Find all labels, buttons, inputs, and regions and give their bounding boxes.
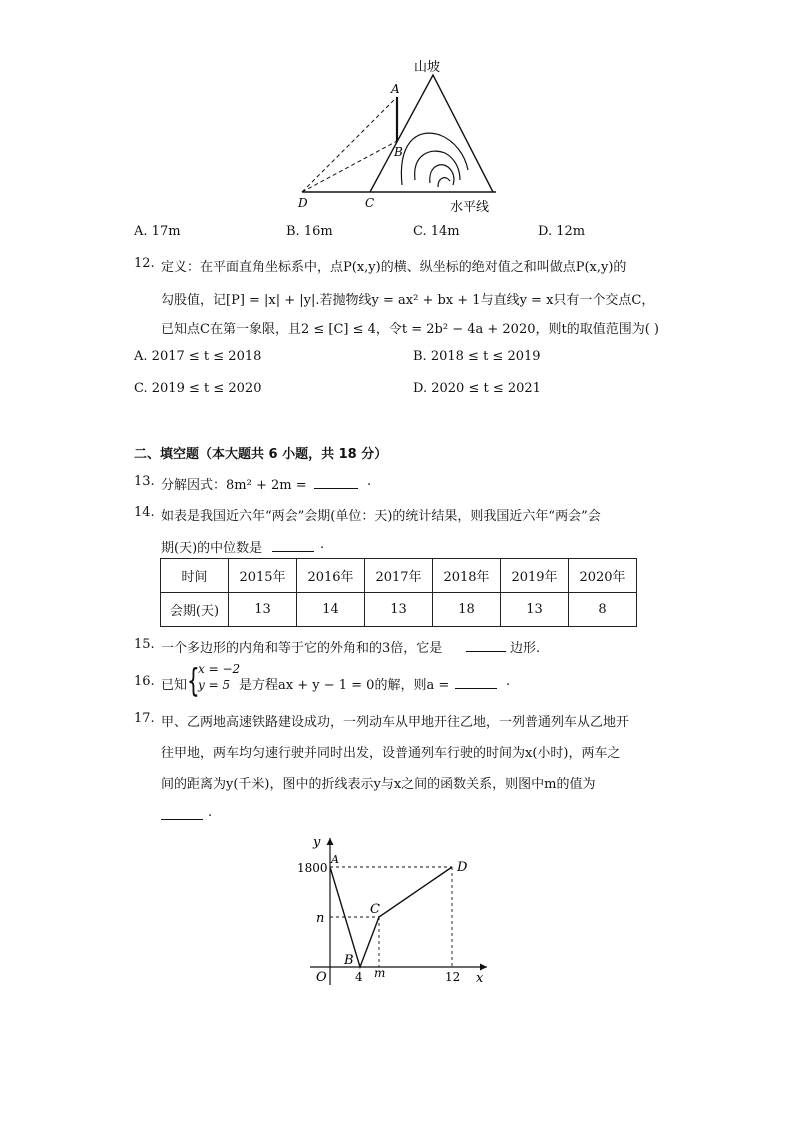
y-tick-n: n — [316, 911, 325, 926]
q17-end: . — [208, 805, 213, 820]
q17-line-3: 间的距离为y(千米)，图中的折线表示y与x之间的函数关系，则图中m的值为 — [161, 777, 596, 792]
q14-end: . — [320, 537, 325, 552]
q17-answer-blank[interactable] — [161, 805, 203, 824]
x-tick-12: 12 — [445, 970, 461, 984]
q17-number: 17. — [134, 711, 155, 726]
q14-line-1: 如表是我国近六年“两会”会期(单位：天)的统计结果，则我国近六年“两会”会 — [161, 509, 601, 524]
table-header-cell: 会期(天) — [161, 593, 229, 627]
table-row — [161, 593, 637, 627]
point-a-label: A — [331, 853, 339, 866]
q14-line-2: 期(天)的中位数是 — [161, 541, 263, 556]
ground-label: 水平线 — [450, 200, 490, 215]
table-cell: 8 — [569, 593, 637, 627]
q14-answer-blank[interactable] — [272, 537, 314, 556]
table-cell: 2020年 — [569, 559, 637, 593]
table-cell: 13 — [229, 593, 297, 627]
sight-line-da — [302, 97, 397, 192]
table-cell: 18 — [433, 593, 501, 627]
table-cell: 14 — [297, 593, 365, 627]
q14-table — [160, 558, 637, 627]
table-cell: 2019年 — [501, 559, 569, 593]
q12-option-b[interactable]: B. 2018 ≤ t ≤ 2019 — [413, 349, 541, 364]
q12-option-d[interactable]: D. 2020 ≤ t ≤ 2021 — [413, 381, 541, 396]
contour-small — [438, 178, 450, 187]
q13-answer-blank[interactable] — [314, 474, 358, 493]
y-axis-label: y — [313, 835, 321, 850]
point-b-label: B — [344, 953, 354, 968]
point-a-label: A — [391, 82, 400, 96]
table-header-cell: 时间 — [161, 559, 229, 593]
q15-end: 边形. — [510, 641, 541, 656]
q16-number: 16. — [134, 674, 155, 689]
q11-option-b[interactable]: B. 16m — [286, 224, 333, 239]
q16-eq-1: x = −2 — [198, 662, 241, 676]
q12-line-2: 勾股值，记[P] = |x| + |y|.若抛物线y = ax² + bx + 1与直线y = x只有一个交点C， — [161, 293, 655, 308]
q17-line-2: 往甲地，两车均匀速行驶并同时出发，设普通列车行驶的时间为x(小时)，两车之 — [161, 746, 621, 761]
q12-line-3: 已知点C在第一象限，且2 ≤ [C] ≤ 4，令t = 2b² − 4a + 2020，则t的取值范围为( ) — [161, 322, 659, 337]
point-b-label: B — [394, 145, 403, 159]
peak-label: 山坡 — [414, 60, 441, 75]
table-cell: 2017年 — [365, 559, 433, 593]
table-cell: 13 — [501, 593, 569, 627]
q12-line-1: 定义：在平面直角坐标系中，点P(x,y)的横、纵坐标的绝对值之和叫做点P(x,y)的 — [161, 260, 627, 275]
q16-end: . — [506, 674, 511, 689]
origin-label: O — [316, 970, 327, 985]
point-c-label: C — [370, 902, 380, 917]
q17-graph — [290, 830, 500, 990]
q11-option-c[interactable]: C. 14m — [413, 224, 460, 239]
slope-figure — [290, 55, 510, 215]
q16-brace: { — [187, 661, 200, 700]
point-d-label: D — [457, 860, 468, 875]
q17-line-1: 甲、乙两地高速铁路建设成功，一列动车从甲地开往乙地，一列普通列车从乙地开 — [161, 715, 630, 730]
table-row — [161, 559, 637, 593]
q12-option-c[interactable]: C. 2019 ≤ t ≤ 2020 — [134, 381, 262, 396]
q11-option-a[interactable]: A. 17m — [134, 224, 181, 239]
point-c-label: C — [365, 196, 375, 210]
q16-prefix: 已知 — [161, 678, 188, 693]
q13-number: 13. — [134, 474, 155, 489]
q14-number: 14. — [134, 505, 155, 520]
point-d-label: D — [298, 196, 308, 210]
q13-text: 分解因式：8m² + 2m = — [161, 478, 307, 493]
contour-inner — [430, 165, 454, 185]
table-cell: 2016年 — [297, 559, 365, 593]
table-cell: 13 — [365, 593, 433, 627]
section-2-heading: 二、填空题（本大题共 6 小题，共 18 分） — [134, 447, 388, 462]
x-tick-m: m — [374, 966, 386, 980]
q12-option-a[interactable]: A. 2017 ≤ t ≤ 2018 — [134, 349, 262, 364]
table-cell: 2018年 — [433, 559, 501, 593]
q15-answer-blank[interactable] — [466, 637, 506, 656]
x-tick-4: 4 — [355, 970, 363, 984]
x-axis-label: x — [476, 971, 484, 986]
q11-option-d[interactable]: D. 12m — [538, 224, 586, 239]
sight-line-db — [302, 141, 397, 192]
table-cell: 2015年 — [229, 559, 297, 593]
q13-end: . — [367, 474, 372, 489]
q15-number: 15. — [134, 637, 155, 652]
q15-text: 一个多边形的内角和等于它的外角和的3倍，它是 — [161, 641, 443, 656]
q16-text: 是方程ax + y − 1 = 0的解，则a = — [239, 678, 450, 693]
q12-number: 12. — [134, 256, 155, 271]
q16-answer-blank[interactable] — [455, 674, 497, 693]
contour-outer — [401, 133, 468, 185]
q16-eq-2: y = 5 — [198, 678, 231, 692]
y-tick-1800: 1800 — [297, 861, 328, 875]
